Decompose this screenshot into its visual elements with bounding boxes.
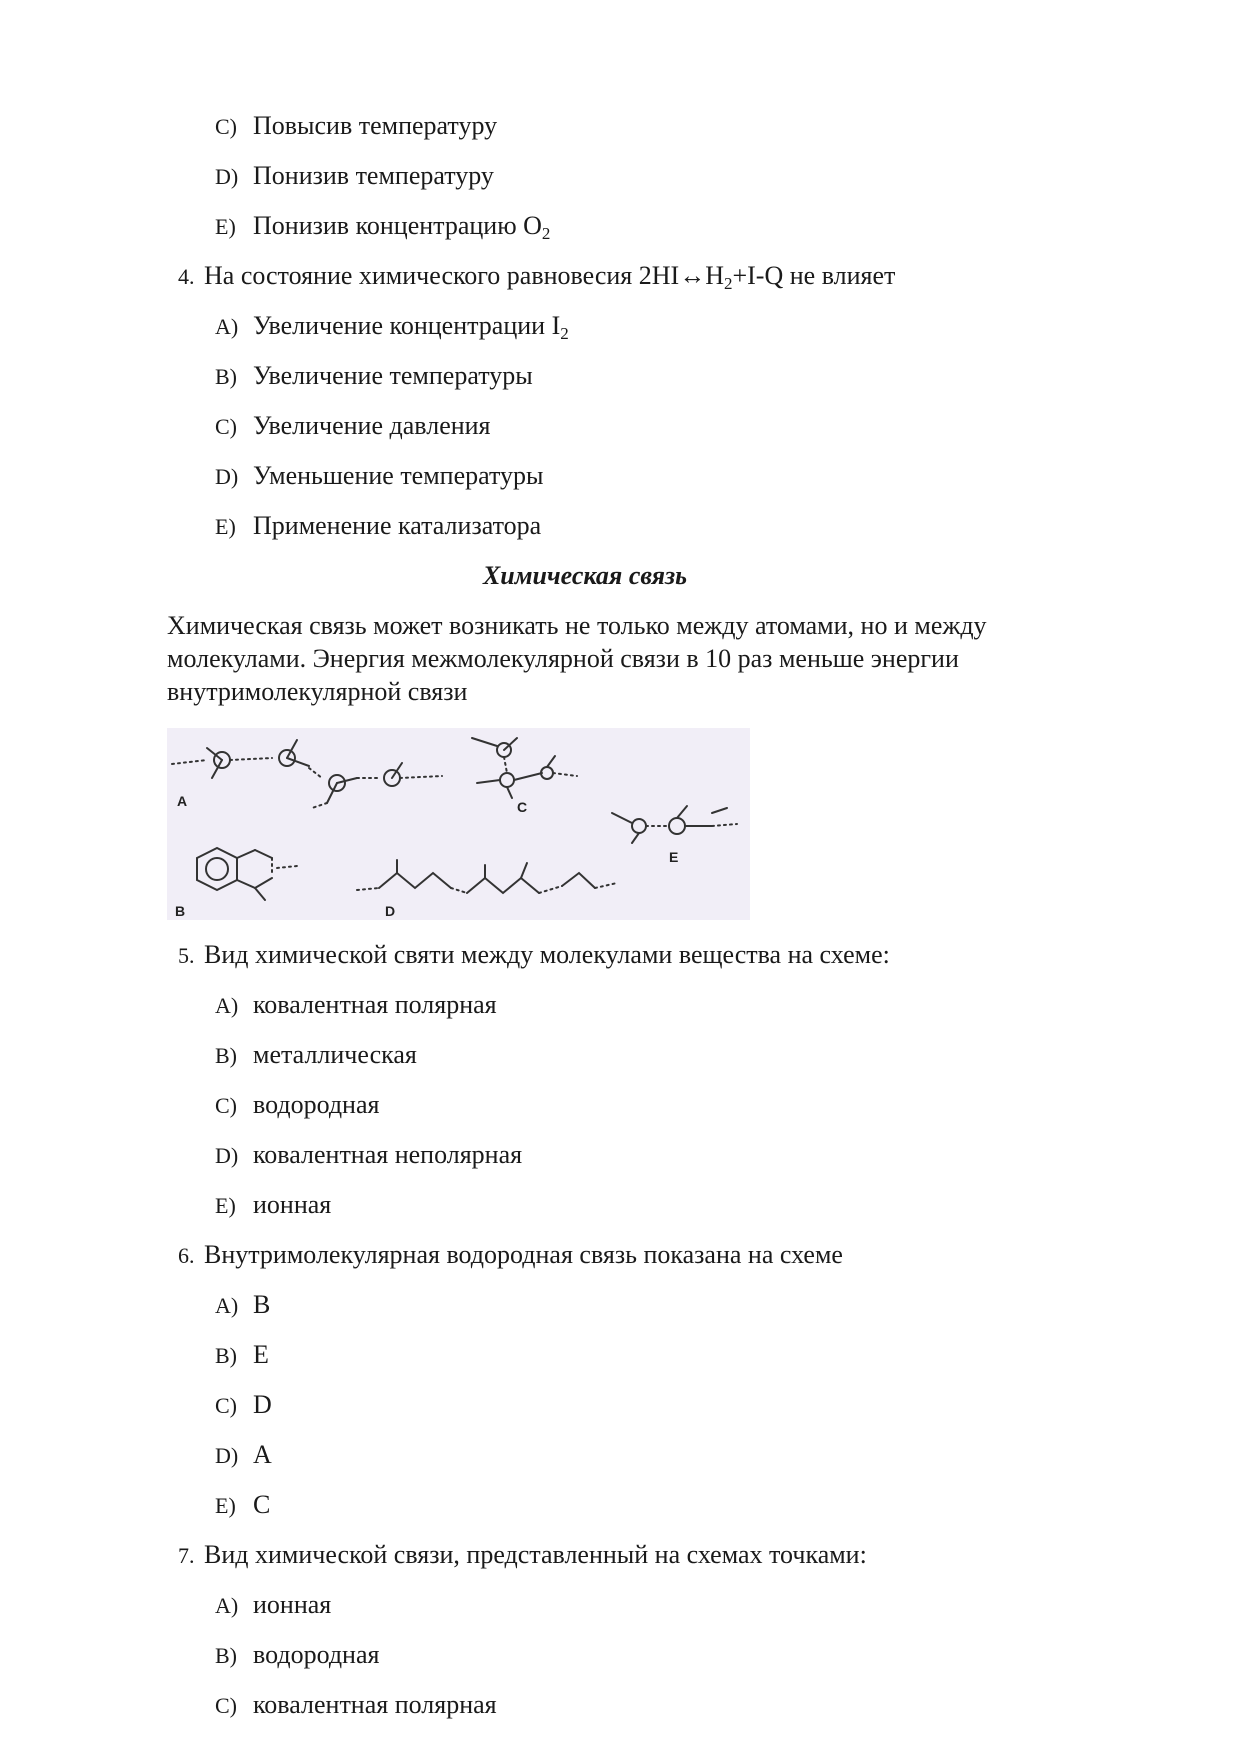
option-text: ковалентная полярная [253,1690,497,1719]
q4-option-d [215,461,543,492]
option-text: Увеличение температуры [253,361,533,390]
option-letter: C) [215,114,237,139]
scheme-label-b: B [175,903,186,919]
option-text: Уменьшение температуры [253,461,544,490]
scheme-label-a: A [177,793,188,809]
q6-option-d [215,1440,272,1471]
option-letter: D) [215,1143,239,1168]
option-letter: B) [215,1343,237,1368]
option-letter: D) [215,164,239,189]
subscript: 2 [723,274,733,293]
molecule-schemes-svg [167,728,750,920]
option-letter: B) [215,364,237,389]
q6-option-b [215,1340,269,1371]
question-number: 5. [178,943,195,968]
q6-option-c [215,1390,272,1421]
q6-option-a [215,1290,270,1321]
q4-option-b [215,361,533,392]
option-text: водородная [253,1640,380,1669]
question-5 [178,940,890,971]
option-text: D [253,1390,272,1419]
q3-option-d [215,161,494,192]
subscript: 2 [560,324,569,343]
option-text: Понизив температуру [253,161,494,190]
option-letter: C) [215,414,237,439]
option-letter: A) [215,993,239,1018]
question-number: 4. [178,264,195,289]
question-6 [178,1240,843,1271]
q7-option-b [215,1640,379,1671]
option-text: ковалентная неполярная [253,1140,523,1169]
option-text: ионная [253,1190,332,1219]
subscript: 2 [541,224,551,243]
option-letter: C) [215,1693,237,1718]
question-4 [178,261,895,292]
option-letter: B) [215,1043,237,1068]
section-paragraph: Химическая связь может возникать не только между атомами, но и между молекулами. Энергия межмолекулярной связи в 10 раз меньше энергии внутримолекулярной связи [167,611,987,706]
scheme-label-e: E [669,849,679,865]
q7-option-c [215,1690,497,1721]
q4-option-a [215,311,569,342]
scheme-e [612,806,737,843]
option-letter: E) [215,1493,236,1518]
option-text: ковалентная полярная [253,990,497,1019]
question-number: 7. [178,1543,195,1568]
section-heading: Химическая связь [482,561,688,590]
option-letter: A) [215,314,239,339]
question-text: На состояние химического равновесия 2HI↔H [204,261,724,290]
option-text: C [253,1490,271,1519]
q5-option-a [215,990,497,1021]
scheme-b [197,848,297,900]
option-text: Увеличение концентрации I [253,311,561,340]
option-text: E [253,1340,269,1369]
option-text: Применение катализатора [253,511,542,540]
option-letter: E) [215,514,236,539]
option-letter: A) [215,1593,239,1618]
option-text: водородная [253,1090,380,1119]
q4-option-c [215,411,491,442]
question-7 [178,1540,867,1571]
q6-option-e [215,1490,270,1521]
scheme-a [172,740,442,808]
q5-option-d [215,1140,522,1171]
option-letter: A) [215,1293,239,1318]
option-text: металлическая [253,1040,417,1069]
question-text: Вид химической святи между молекулами вещества на схеме: [204,940,890,969]
option-letter: E) [215,214,236,239]
scheme-c [472,738,577,798]
option-text: Увеличение давления [253,411,491,440]
scheme-label-d: D [385,903,396,919]
option-letter: B) [215,1643,237,1668]
q7-option-a [215,1590,331,1621]
question-text-cont: +I-Q не влияет [732,261,896,290]
question-text: Внутримолекулярная водородная связь показана на схеме [204,1240,843,1269]
option-text: A [253,1440,272,1469]
option-letter: C) [215,1393,237,1418]
option-text: B [253,1290,271,1319]
option-text: Повысив температуру [253,111,498,140]
q3-option-e [215,211,550,242]
q3-option-c [215,111,497,142]
option-text: Понизив концентрацию O [253,211,542,240]
question-text: Вид химической связи, представленный на схемах точками: [204,1540,867,1569]
option-letter: D) [215,1443,239,1468]
q5-option-b [215,1040,417,1071]
q5-option-c [215,1090,379,1121]
q4-option-e [215,511,541,542]
scheme-label-c: C [517,799,528,815]
option-letter: E) [215,1193,236,1218]
question-number: 6. [178,1243,195,1268]
option-letter: D) [215,464,239,489]
molecule-schemes-figure [167,728,750,920]
scheme-d [357,860,617,893]
option-letter: C) [215,1093,237,1118]
q5-option-e [215,1190,331,1221]
option-text: ионная [253,1590,332,1619]
